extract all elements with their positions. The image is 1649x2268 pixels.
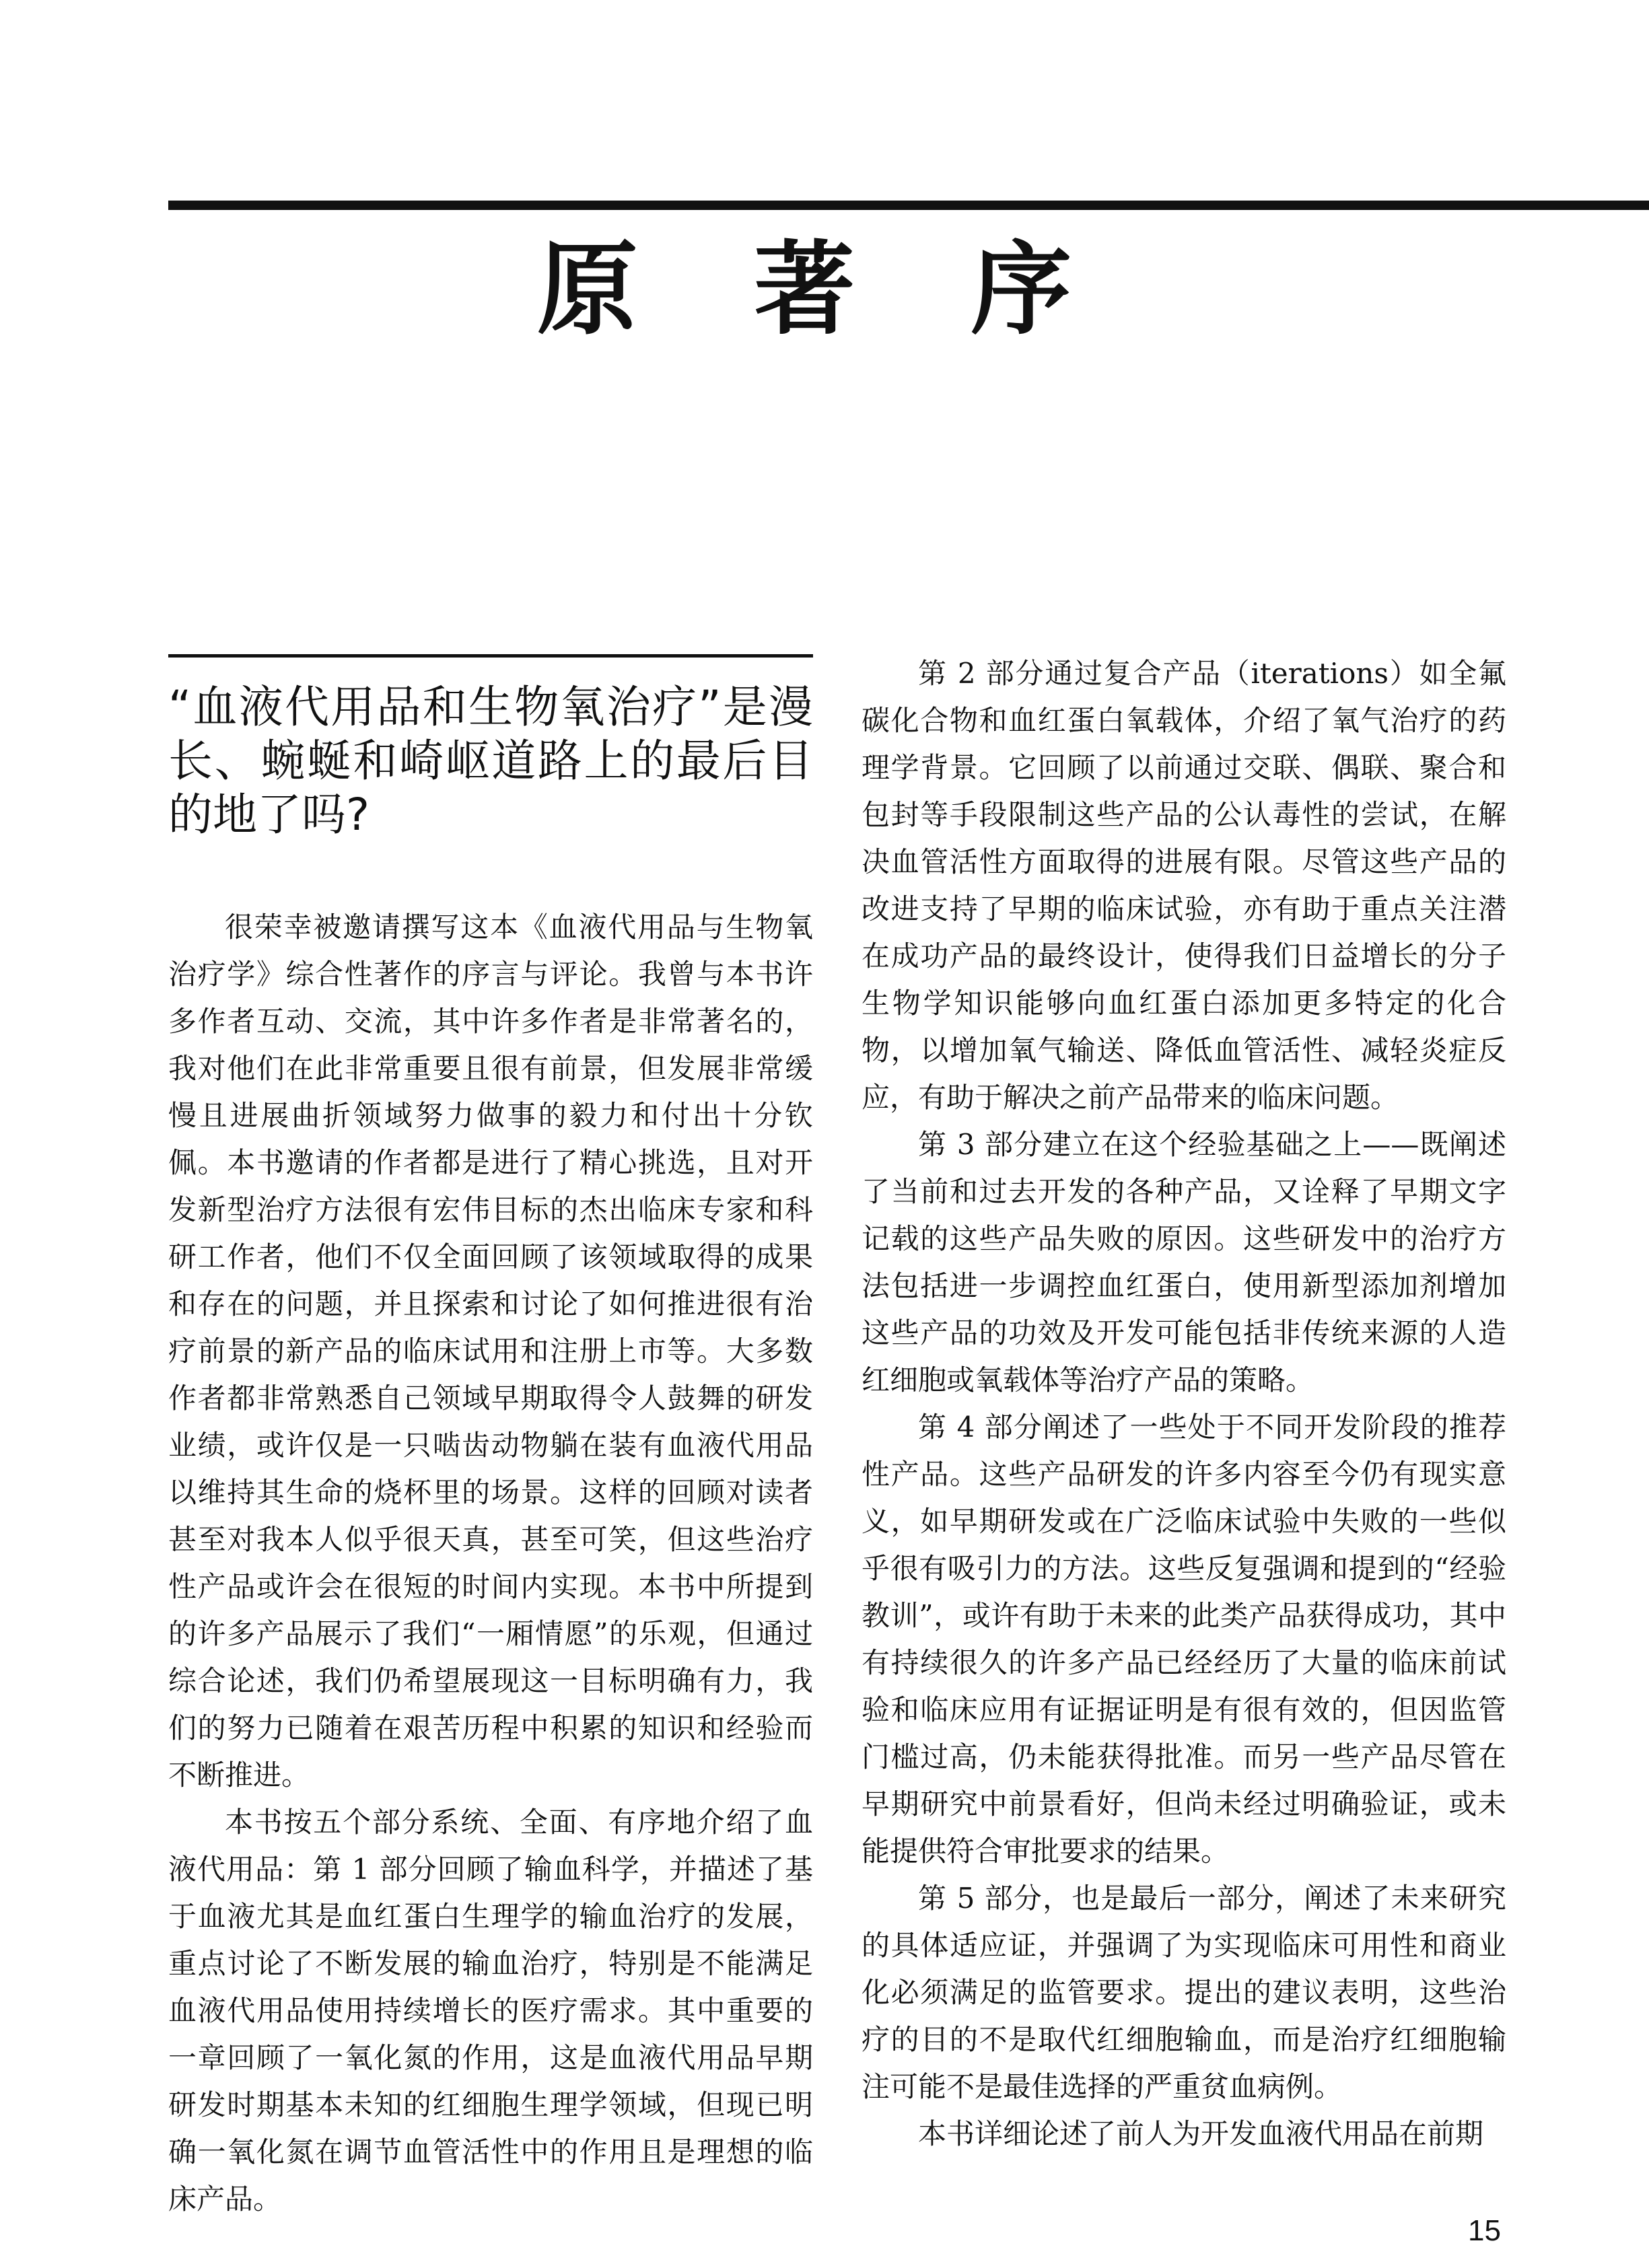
- body-paragraph: 第 3 部分建立在这个经验基础之上——既阐述了当前和过去开发的各种产品，又诠释了早期文字记载的这些产品失败的原因。这些研发中的治疗方法包括进一步调控血红蛋白，使用新型添加剂增加这些产品的功效及开发可能包括非传统来源的人造红细胞或氧载体等治疗产品的策略。: [862, 1128, 1506, 1396]
- subheading-rule: [168, 654, 813, 658]
- left-column: [168, 654, 813, 2223]
- page-number: 15: [1468, 2214, 1501, 2247]
- body-paragraph: 本书按五个部分系统、全面、有序地介绍了血液代用品：第 1 部分回顾了输血科学，并描述了基于血液尤其是血红蛋白生理学的输血治疗的发展，重点讨论了不断发展的输血治疗，特别是不能满足血液代用品使用持续增长的医疗需求。其中重要的一章回顾了一氧化氮的作用，这是血液代用品早期研发时期基本未知的红细胞生理学领域，但现已明确一氧化氮在调节血管活性中的作用且是理想的临床产品。: [168, 1806, 813, 2216]
- body-paragraph: 本书详细论述了前人为开发血液代用品在前期: [918, 2117, 1484, 2150]
- body-paragraph: 很荣幸被邀请撰写这本《血液代用品与生物氧治疗学》综合性著作的序言与评论。我曾与本书许多作者互动、交流，其中许多作者是非常著名的，我对他们在此非常重要且很有前景，但发展非常缓慢且进展曲折领域努力做事的毅力和付出十分钦佩。本书邀请的作者都是进行了精心挑选，且对开发新型治疗方法很有宏伟目标的杰出临床专家和科研工作者，他们不仅全面回顾了该领域取得的成果和存在的问题，并且探索和讨论了如何推进很有治疗前景的新产品的临床试用和注册上市等。大多数作者都非常熟悉自己领域早期取得令人鼓舞的研发业绩，或许仅是一只啮齿动物躺在装有血液代用品以维持其生命的烧杯里的场景。这样的回顾对读者甚至对我本人似乎很天真，甚至可笑，但这些治疗性产品或许会在很短的时间内实现。本书中所提到的许多产品展示了我们“一厢情愿”的乐观，但通过综合论述，我们仍希望展现这一目标明确有力，我们的努力已随着在艰苦历程中积累的知识和经验而不断推进。: [168, 911, 813, 1792]
- page-title: 原 著 序: [536, 230, 1113, 349]
- section-subheading: “血液代用品和生物氧治疗”是漫长、蜿蜒和崎岖道路上的最后目的地了吗?: [168, 681, 813, 841]
- body-paragraph: 第 4 部分阐述了一些处于不同开发阶段的推荐性产品。这些产品研发的许多内容至今仍有现实意义，如早期研发或在广泛临床试验中失败的一些似乎很有吸引力的方法。这些反复强调和提到的“经验教训”，或许有助于未来的此类产品获得成功，其中有持续很久的许多产品已经经历了大量的临床前试验和临床应用有证据证明是有很有效的，但因监管门槛过高，仍未能获得批准。而另一些产品尽管在早期研究中前景看好，但尚未经过明确验证，或未能提供符合审批要求的结果。: [862, 1411, 1506, 1868]
- body-paragraph: 第 5 部分，也是最后一部分，阐述了未来研究的具体适应证，并强调了为实现临床可用性和商业化必须满足的监管要求。提出的建议表明，这些治疗的目的不是取代红细胞输血，而是治疗红细胞输注可能不是最佳选择的严重贫血病例。: [862, 1882, 1506, 2103]
- top-rule: [168, 201, 1649, 210]
- body-paragraph: 第 2 部分通过复合产品（iterations）如全氟碳化合物和血红蛋白氧载体，介绍了氧气治疗的药理学背景。它回顾了以前通过交联、偶联、聚合和包封等手段限制这些产品的公认毒性的尝试，在解决血管活性方面取得的进展有限。尽管这些产品的改进支持了早期的临床试验，亦有助于重点关注潜在成功产品的最终设计，使得我们日益增长的分子生物学知识能够向血红蛋白添加更多特定的化合物，以增加氧气输送、降低血管活性、减轻炎症反应，有助于解决之前产品带来的临床问题。: [862, 657, 1506, 1114]
- right-column: [862, 654, 1506, 2158]
